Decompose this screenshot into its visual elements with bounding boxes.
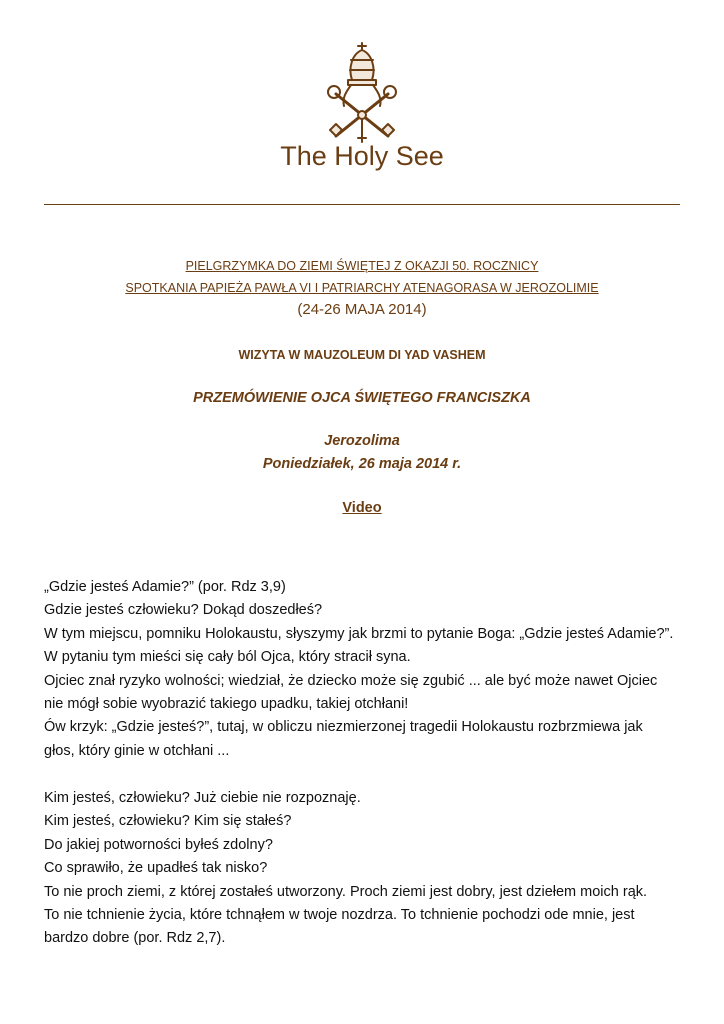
text-line: To nie proch ziemi, z której zostałeś utworzony. Proch ziemi jest dobry, jest dziełem moich rąk. bbox=[44, 883, 648, 900]
pilgrimage-link-line2[interactable]: SPOTKANIA PAPIEŻA PAWŁA VI I PATRIARCHY ATENAGORASA W JEROZOLIMIE bbox=[125, 281, 599, 295]
text-line: Gdzie jesteś człowieku? Dokąd doszedłeś? bbox=[44, 602, 323, 619]
text-line: Do jakiej potworności byłeś zdolny? bbox=[44, 836, 273, 853]
papal-keys-emblem-icon bbox=[318, 40, 406, 146]
speech-date: Poniedziałek, 26 maja 2014 r. bbox=[262, 456, 462, 472]
speech-place: Jerozolima bbox=[324, 433, 400, 449]
site-title[interactable]: The Holy See bbox=[280, 141, 444, 171]
pilgrimage-dates: (24-26 MAJA 2014) bbox=[297, 301, 427, 318]
text-line: To nie tchnienie życia, które tchnąłem w twoje nozdrza. To tchnienie pochodzi ode mnie, jest bbox=[44, 907, 635, 924]
text-line: Kim jesteś, człowieku? Kim się stałeś? bbox=[44, 813, 292, 830]
text-line: „Gdzie jesteś Adamie?” (por. Rdz 3,9) bbox=[44, 579, 286, 595]
text-line: W pytaniu tym mieści się cały ból Ojca, który stracił syna. bbox=[44, 649, 411, 666]
text-line: Co sprawiło, że upadłeś tak nisko? bbox=[44, 860, 268, 877]
text-line: głos, który ginie w otchłani ... bbox=[44, 742, 230, 759]
text-line: Ojciec znał ryzyko wolności; wiedział, że dziecko może się zgubić ... ale być może nawet Ojciec bbox=[44, 672, 658, 689]
paragraph-2 bbox=[44, 787, 684, 951]
video-link[interactable]: Video bbox=[342, 500, 382, 516]
text-line: nie mógł sobie wyobrazić takiego upadku, takiej otchłani! bbox=[44, 696, 409, 713]
text-line: Kim jesteś, człowieku? Już ciebie nie rozpoznaję. bbox=[44, 790, 361, 806]
paragraph-1 bbox=[44, 576, 684, 763]
speech-title: PRZEMÓWIENIE OJCA ŚWIĘTEGO FRANCISZKA bbox=[193, 390, 531, 406]
pilgrimage-link-line1[interactable]: PIELGRZYMKA DO ZIEMI ŚWIĘTEJ Z OKAZJI 50. ROCZNICY bbox=[185, 259, 539, 273]
visit-heading: WIZYTA W MAUZOLEUM DI YAD VASHEM bbox=[238, 348, 486, 362]
text-line: W tym miejscu, pomniku Holokaustu, słyszymy jak brzmi to pytanie Boga: „Gdzie jesteś Adamie?”. bbox=[44, 625, 674, 642]
text-line: Ów krzyk: „Gdzie jesteś?”, tutaj, w obliczu niezmierzonej tragedii Holokaustu rozbrzmiewa jak bbox=[44, 719, 643, 736]
text-line: bardzo dobre (por. Rdz 2,7). bbox=[44, 930, 226, 947]
header-divider bbox=[44, 204, 680, 205]
